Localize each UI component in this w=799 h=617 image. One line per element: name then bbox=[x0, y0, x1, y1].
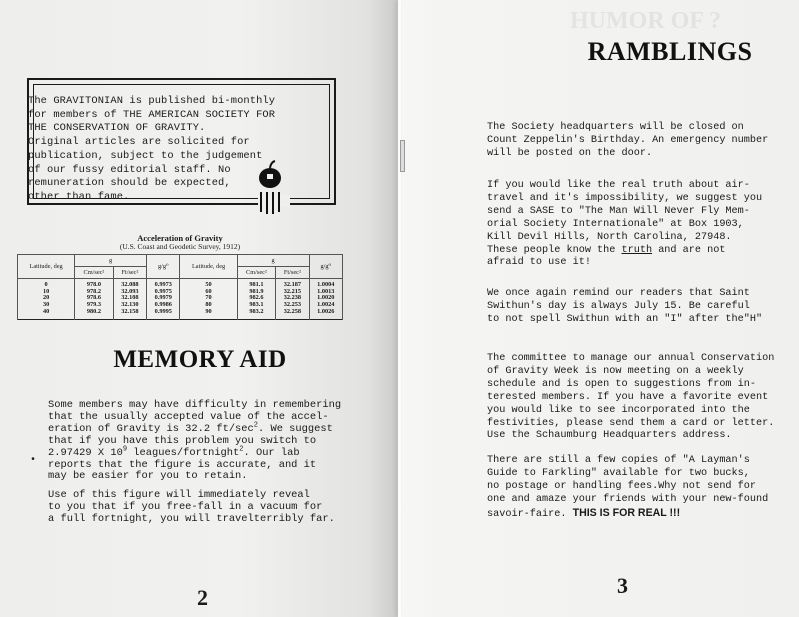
cell-cm: 981.1 bbox=[237, 279, 276, 289]
emphasis-text: THIS IS FOR REAL !!! bbox=[572, 506, 681, 519]
binding-seam bbox=[398, 0, 401, 617]
cell-ft: 32.215 bbox=[276, 289, 309, 296]
header-latitude: Latitude, deg bbox=[18, 255, 75, 279]
cell-ft: 32.187 bbox=[276, 279, 309, 289]
table-row bbox=[18, 309, 343, 319]
cell-ratio: 0.9975 bbox=[147, 289, 180, 296]
cell-ratio: 1.0013 bbox=[309, 289, 342, 296]
cell-ft: 32.258 bbox=[276, 309, 309, 319]
text-run: Some members may have difficulty in remembering that the usually accepted value of the accel- eration of Gravity is 32.2 ft/sec bbox=[48, 399, 342, 435]
superscript: 2 bbox=[239, 445, 244, 454]
cell-ft: 32.130 bbox=[113, 302, 146, 309]
cell-ft: 32.238 bbox=[276, 295, 309, 302]
table-title: Acceleration of Gravity bbox=[137, 233, 223, 243]
cell-ft: 32.093 bbox=[113, 289, 146, 296]
gravity-table bbox=[17, 254, 343, 320]
cell-cm: 983.1 bbox=[237, 302, 276, 309]
cell-lat: 0 bbox=[18, 279, 75, 289]
cell-lat: 90 bbox=[180, 309, 237, 319]
cell-lat: 40 bbox=[18, 309, 75, 319]
cell-cm: 978.0 bbox=[75, 279, 114, 289]
cell-ft: 32.088 bbox=[113, 279, 146, 289]
bleed-through-text: HUMOR OF ? bbox=[570, 8, 722, 34]
text-run: If you would like the real truth about air- travel and it's impossibility, we suggest you send a SASE to "The Man Will Never Fly Mem- orial Society Internationale" at Box 1903, Kill Devil Hills, North Carolina, 27948. These people know the bbox=[487, 180, 763, 256]
superscript: 9 bbox=[122, 445, 128, 454]
masthead-text: The GRAVITONIAN is published bi-monthly for members of THE AMERICAN SOCIETY FOR THE CONSERVATION OF GRAVITY. Original articles are solicited for publication, subject to the judgement of our fussy editorial staff. No remuneration should be expected, other than fame. bbox=[28, 95, 276, 203]
cell-lat: 30 bbox=[18, 302, 75, 309]
header-g: g bbox=[237, 255, 309, 267]
header-g: g bbox=[75, 255, 147, 267]
cell-cm: 982.6 bbox=[237, 295, 276, 302]
page-number-right: 3 bbox=[617, 573, 628, 598]
text-run: . We suggest that if you have this problem you switch to 2.97429 X 10 bbox=[48, 422, 333, 459]
cell-ratio: 0.9979 bbox=[147, 295, 180, 302]
cell-lat: 60 bbox=[180, 289, 237, 296]
cell-lat: 50 bbox=[180, 279, 237, 289]
superscript: 2 bbox=[253, 421, 258, 430]
underlined-word: truth bbox=[621, 244, 653, 256]
text-run: leagues/fortnight bbox=[127, 446, 240, 459]
ramblings-paragraph-1: The Society headquarters will be closed on Count Zeppelin's Birthday. An emergency number will be posted on the door. bbox=[487, 122, 769, 159]
cell-ratio: 1.0026 bbox=[309, 309, 342, 319]
cell-ft: 32.108 bbox=[113, 295, 146, 302]
cell-ratio: 0.9986 bbox=[147, 302, 180, 309]
text-run: and are not afraid to use it! bbox=[487, 244, 726, 269]
cell-cm: 979.3 bbox=[75, 302, 114, 309]
cell-cm: 981.9 bbox=[237, 289, 276, 296]
cell-ratio: 1.0004 bbox=[309, 279, 342, 289]
memory-aid-title: MEMORY AID bbox=[113, 346, 287, 373]
cell-lat: 10 bbox=[18, 289, 75, 296]
header-ratio: g/g⁰ bbox=[309, 255, 342, 279]
ramblings-paragraph-5 bbox=[487, 455, 792, 522]
cell-ratio: 1.0024 bbox=[309, 302, 342, 309]
cell-ratio: 0.9995 bbox=[147, 309, 180, 319]
falling-apple-icon bbox=[255, 160, 285, 215]
cell-lat: 70 bbox=[180, 295, 237, 302]
text-run: . Our lab reports that the figure is accurate, and it may be easier for you to retain. bbox=[48, 446, 317, 483]
stray-mark: • bbox=[30, 455, 37, 466]
cell-ft: 32.158 bbox=[113, 309, 146, 319]
header-cm: Cm/sec² bbox=[237, 267, 276, 279]
ramblings-paragraph-2 bbox=[487, 180, 792, 270]
cell-lat: 20 bbox=[18, 295, 75, 302]
header-ft: Ft/sec² bbox=[113, 267, 146, 279]
cell-ratio: 1.0020 bbox=[309, 295, 342, 302]
cell-ft: 32.253 bbox=[276, 302, 309, 309]
page-number-left: 2 bbox=[197, 585, 208, 610]
cell-cm: 980.2 bbox=[75, 309, 114, 319]
header-cm: Cm/sec² bbox=[75, 267, 114, 279]
cell-ratio: 0.9973 bbox=[147, 279, 180, 289]
header-ft: Ft/sec² bbox=[276, 267, 309, 279]
text-run: There are still a few copies of "A Layman's Guide to Farkling" available for two bucks, no postage or handling fees.Why not send for one and amaze your friends with your new-found savoir-faire. bbox=[487, 455, 769, 520]
ramblings-paragraph-3: We once again remind our readers that Saint Swithun's day is always July 15. Be careful to not spell Swithun with an "I" after the"H" bbox=[487, 288, 763, 325]
ramblings-title: RAMBLINGS bbox=[587, 37, 753, 66]
ramblings-paragraph-4: The committee to manage our annual Conservation of Gravity Week is now meeting on a weekly schedule and is open to suggestions from in- terested members. If you have a favorite event you would like to see incorporated into the festivities, please send them a card or letter. Use the Schaumburg Headquarters address. bbox=[487, 353, 775, 442]
cell-cm: 978.6 bbox=[75, 295, 114, 302]
memory-aid-paragraph-1 bbox=[48, 400, 348, 483]
staple bbox=[400, 140, 405, 172]
cell-cm: 983.2 bbox=[237, 309, 276, 319]
memory-aid-paragraph-2: Use of this figure will immediately reveal to you that if you free-fall in a vacuum for a full fortnight, you will travelterribly far. bbox=[48, 489, 335, 525]
table-subtitle: (U.S. Coast and Geodetic Survey, 1912) bbox=[119, 242, 241, 251]
cell-lat: 80 bbox=[180, 302, 237, 309]
header-ratio: g/g⁰ bbox=[147, 255, 180, 279]
cell-cm: 978.2 bbox=[75, 289, 114, 296]
header-latitude: Latitude, deg bbox=[180, 255, 237, 279]
